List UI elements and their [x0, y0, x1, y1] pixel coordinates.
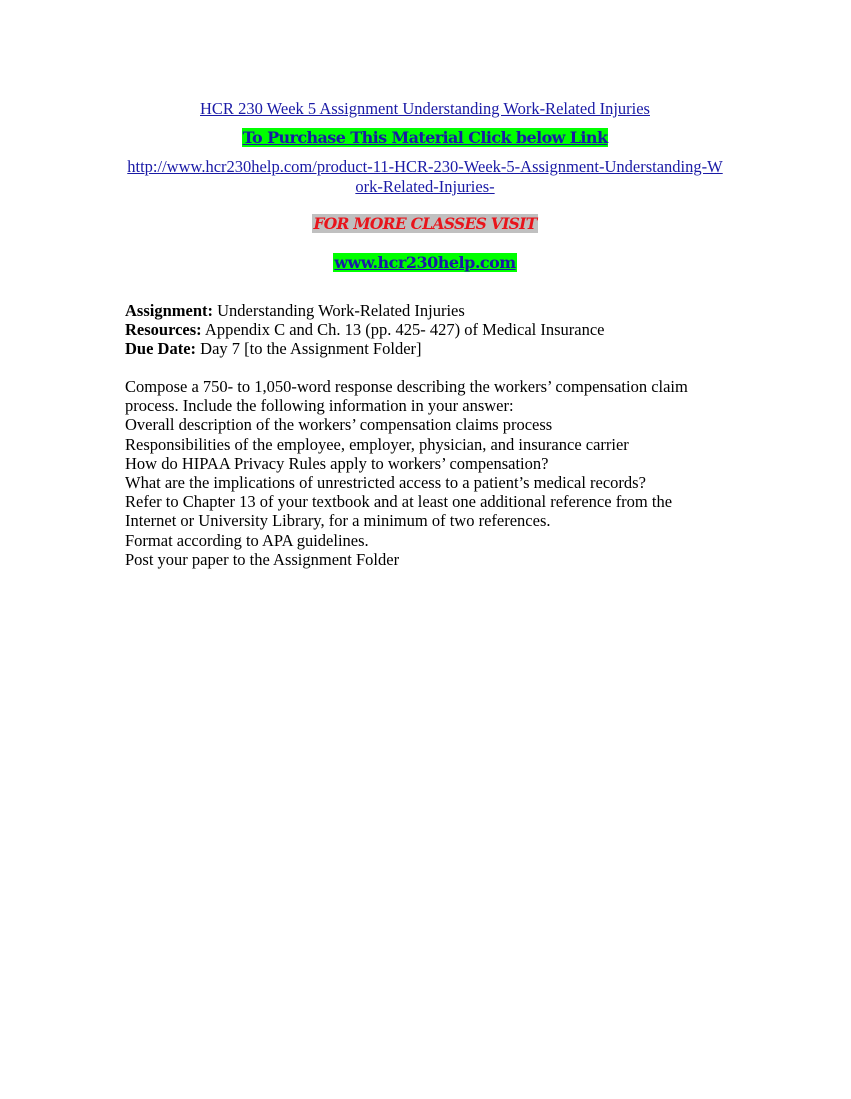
due-date-value: Day 7 [to the Assignment Folder]	[196, 339, 422, 358]
product-url-link-line2[interactable]: ork-Related-Injuries-	[355, 177, 495, 196]
title-link[interactable]: HCR 230 Week 5 Assignment Understanding Work-Related Injuries	[200, 99, 650, 118]
title-row	[125, 99, 725, 119]
due-date-line	[125, 339, 604, 358]
product-url	[125, 157, 725, 197]
purchase-link[interactable]: To Purchase This Material Click below Link	[242, 128, 608, 147]
body-line: Internet or University Library, for a minimum of two references.	[125, 511, 551, 531]
more-classes-text: FOR MORE CLASSES VISIT	[313, 214, 537, 233]
body-line: What are the implications of unrestricted access to a patient’s medical records?	[125, 473, 646, 493]
assignment-meta	[125, 301, 604, 358]
body-line: Refer to Chapter 13 of your textbook and at least one additional reference from the	[125, 492, 673, 512]
body-line: process. Include the following information in your answer:	[125, 396, 514, 416]
body-line: Post your paper to the Assignment Folder	[125, 549, 400, 569]
assignment-value: Understanding Work-Related Injuries	[213, 301, 465, 320]
due-date-label: Due Date:	[125, 339, 197, 358]
body-line: Compose a 750- to 1,050-word response describing the workers’ compensation claim	[125, 377, 688, 396]
body-line: Responsibilities of the employee, employer, physician, and insurance carrier	[125, 434, 629, 454]
body-line: Format according to APA guidelines.	[125, 530, 369, 550]
resources-line	[125, 320, 604, 339]
assignment-line	[125, 301, 604, 320]
site-link[interactable]: www.hcr230help.com	[334, 253, 516, 272]
assignment-body	[125, 377, 725, 569]
assignment-label: Assignment:	[125, 301, 214, 320]
resources-label: Resources:	[125, 320, 202, 339]
purchase-row	[125, 128, 725, 148]
product-url-link-line1[interactable]: http://www.hcr230help.com/product-11-HCR-230-Week-5-Assignment-Understanding-W	[127, 157, 723, 176]
more-classes-row	[125, 214, 725, 234]
resources-value: Appendix C and Ch. 13 (pp. 425- 427) of Medical Insurance	[201, 320, 605, 339]
body-line: Overall description of the workers’ compensation claims process	[125, 415, 553, 435]
body-line: How do HIPAA Privacy Rules apply to workers’ compensation?	[125, 453, 549, 473]
site-row	[125, 253, 725, 273]
